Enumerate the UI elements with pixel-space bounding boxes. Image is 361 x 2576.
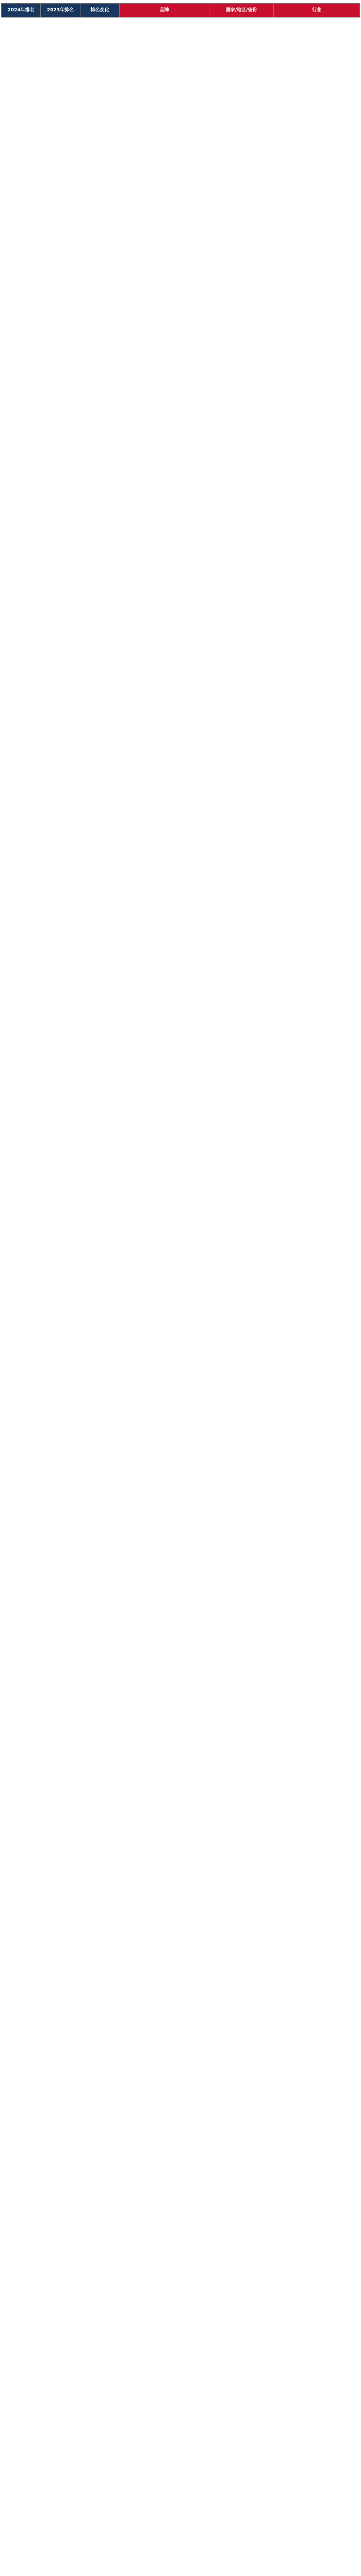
header-row	[2, 4, 360, 18]
header-region: 国家/地区/省份	[209, 4, 274, 18]
header-rank-change: 排名变化	[80, 4, 119, 18]
ranking-table	[1, 3, 360, 18]
header-rank-previous: 2023年排名	[41, 4, 80, 18]
header-industry: 行业	[274, 4, 360, 18]
header-rank-current: 2024年排名	[2, 4, 41, 18]
table-header	[2, 4, 360, 18]
header-brand: 品牌	[120, 4, 209, 18]
